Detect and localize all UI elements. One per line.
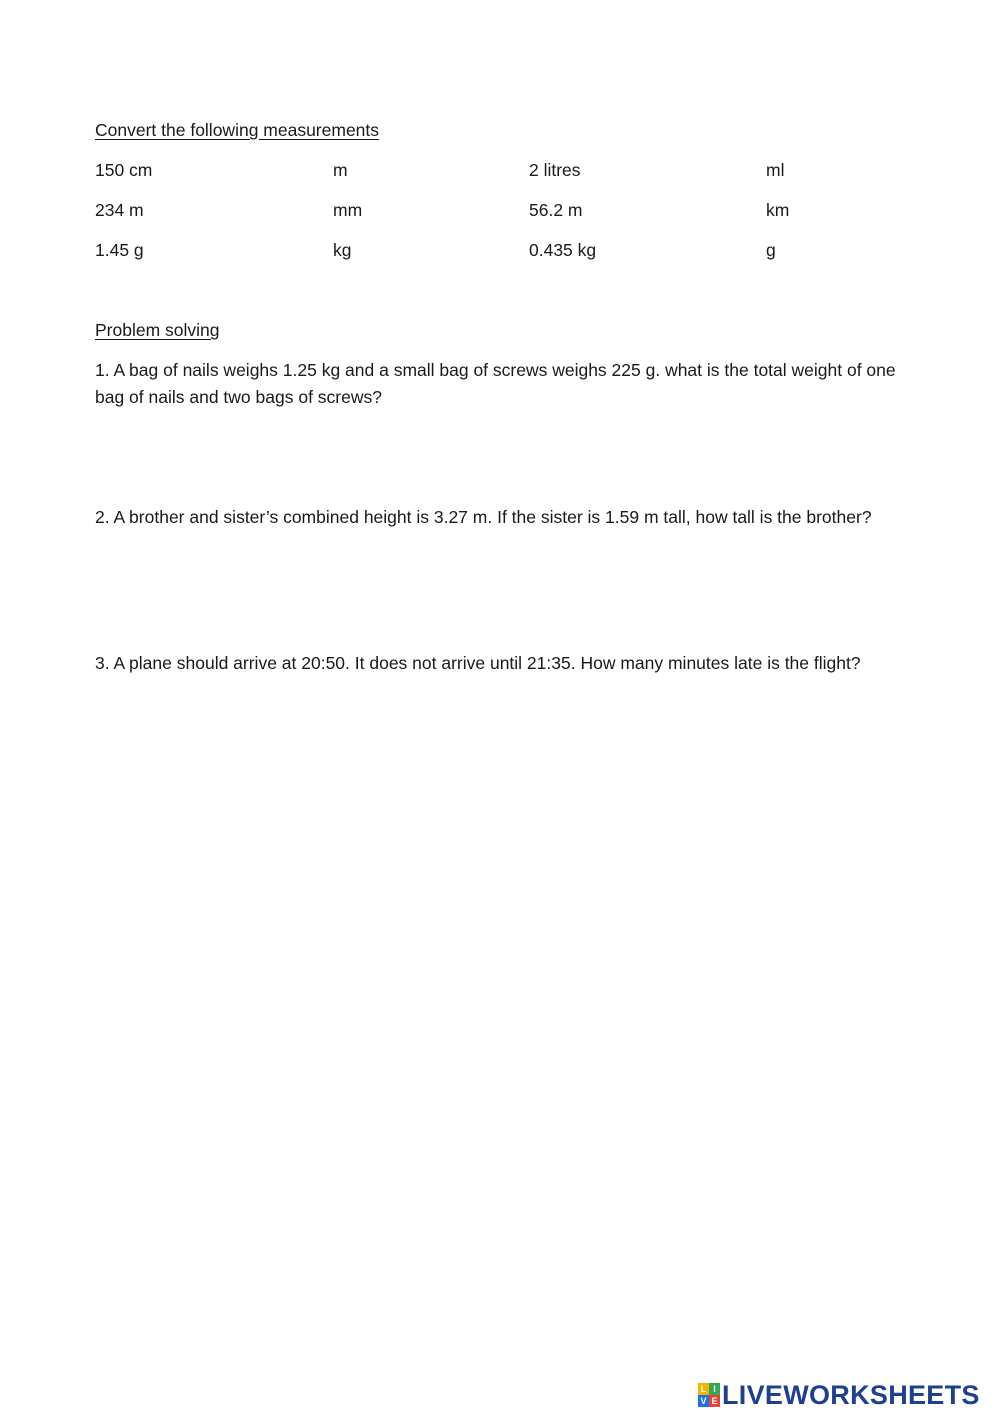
conversion-target-unit: m <box>333 160 348 180</box>
conversion-from-value: 150 cm <box>95 160 153 180</box>
conversion-target-unit: kg <box>333 240 352 260</box>
question-3: 3. A plane should arrive at 20:50. It does not arrive until 21:35. How many minutes late is the flight? <box>95 653 861 673</box>
conversion-from-value: 56.2 m <box>529 200 583 220</box>
conversion-target-unit: g <box>766 240 776 260</box>
liveworksheets-logo <box>698 1380 980 1410</box>
logo-mark-letter: V <box>698 1395 709 1407</box>
conversion-row-2 <box>95 200 975 224</box>
conversion-target-unit: mm <box>333 200 363 220</box>
convert-heading: Convert the following measurements <box>95 120 380 140</box>
question-1: 1. A bag of nails weighs 1.25 kg and a small bag of screws weighs 225 g. what is the total weight of one bag of nails and two bags of screws? <box>95 360 896 407</box>
logo-mark-letter: I <box>709 1383 720 1395</box>
conversion-row-3 <box>95 240 975 264</box>
question-2: 2. A brother and sister’s combined height is 3.27 m. If the sister is 1.59 m tall, how tall is the brother? <box>95 507 872 527</box>
logo-mark-letter: L <box>698 1383 709 1395</box>
conversion-target-unit: km <box>766 200 790 220</box>
logo-mark-icon <box>698 1383 720 1407</box>
conversion-from-value: 0.435 kg <box>529 240 597 260</box>
logo-text: LIVEWORKSHEETS <box>722 1379 980 1410</box>
conversion-target-unit: ml <box>766 160 785 180</box>
problem-solving-heading: Problem solving <box>95 320 220 340</box>
conversion-from-value: 234 m <box>95 200 144 220</box>
conversion-row-1 <box>95 160 975 184</box>
conversion-from-value: 2 litres <box>529 160 581 180</box>
conversion-from-value: 1.45 g <box>95 240 144 260</box>
logo-mark-letter: E <box>709 1395 720 1407</box>
